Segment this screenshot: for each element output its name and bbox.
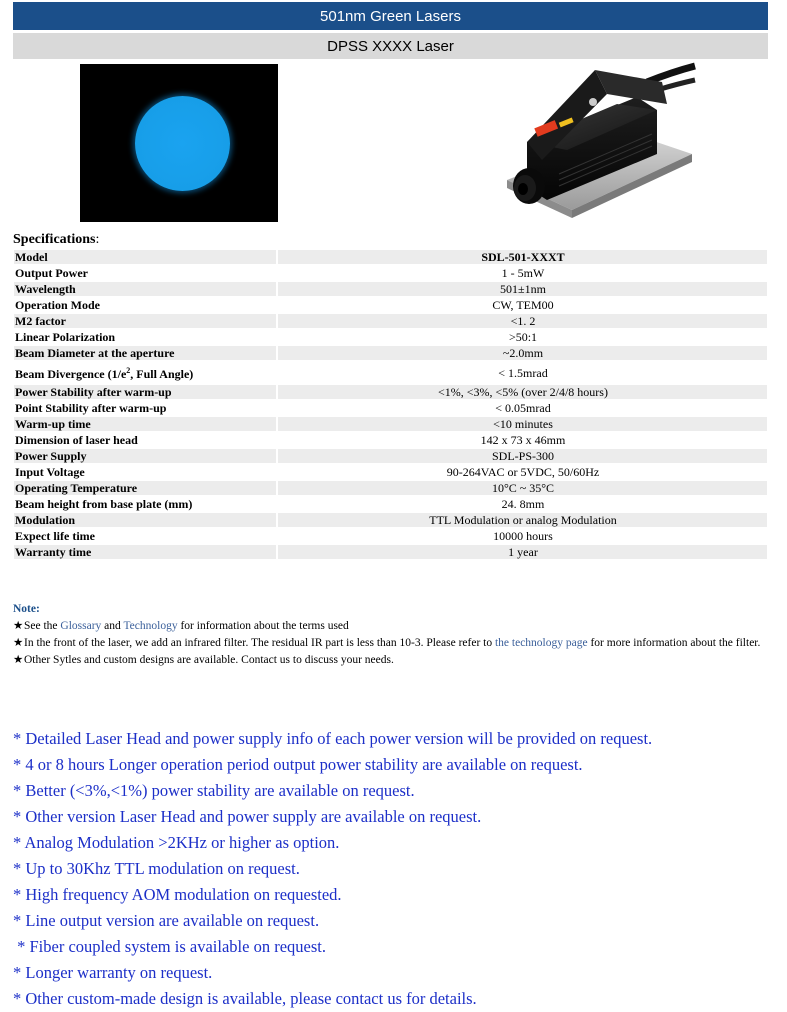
star-icon: ★ — [13, 637, 24, 649]
request-list — [13, 726, 773, 1012]
spec-label: Power Stability after warm-up — [14, 385, 276, 399]
spec-label: Dimension of laser head — [14, 433, 276, 447]
spec-label-part: Beam Divergence (1/e — [15, 367, 127, 381]
note-text — [24, 618, 349, 635]
table-row — [14, 298, 767, 312]
specifications-heading-text: Specifications — [13, 232, 96, 247]
spec-label: Operation Mode — [14, 298, 276, 312]
spec-label-part: , Full Angle) — [130, 367, 194, 381]
specifications-heading-colon: : — [95, 232, 100, 247]
laser-head-image — [497, 62, 697, 222]
table-row — [14, 481, 767, 495]
spec-value: <10 minutes — [278, 417, 767, 431]
table-row — [14, 330, 767, 344]
list-item: * High frequency AOM modulation on requested. — [13, 885, 342, 904]
list-item: * Fiber coupled system is available on request. — [13, 937, 326, 956]
spec-value: 90-264VAC or 5VDC, 50/60Hz — [278, 465, 767, 479]
spec-value: ~2.0mm — [278, 346, 767, 360]
spec-label — [14, 362, 276, 383]
spec-value: < 1.5mrad — [278, 362, 767, 383]
spec-value: >50:1 — [278, 330, 767, 344]
note-text-part: In the front of the laser, we add an infrared filter. The residual IR part is less than 10-3. Please refer to — [24, 637, 495, 649]
spec-label: Warranty time — [14, 545, 276, 559]
spec-value: 142 x 73 x 46mm — [278, 433, 767, 447]
spec-value: 10000 hours — [278, 529, 767, 543]
spec-value: SDL-501-XXXT — [278, 250, 767, 264]
table-row — [14, 346, 767, 360]
beam-spot-image — [80, 64, 278, 222]
specifications-heading — [13, 232, 99, 248]
spec-label: Expect life time — [14, 529, 276, 543]
list-item: * Other version Laser Head and power supply are available on request. — [13, 807, 482, 826]
technology-page-link[interactable]: the technology page — [494, 637, 588, 649]
spec-label: Modulation — [14, 513, 276, 527]
note-line-custom — [13, 652, 768, 669]
list-item: * Up to 30Khz TTL modulation on request. — [13, 859, 300, 878]
glossary-link[interactable]: Glossary — [60, 620, 102, 632]
note-label: Note: — [13, 603, 40, 615]
technology-link[interactable]: Technology — [123, 620, 178, 632]
table-row — [14, 433, 767, 447]
table-row — [14, 497, 767, 511]
spec-value: TTL Modulation or analog Modulation — [278, 513, 767, 527]
beam-spot — [135, 96, 230, 191]
list-item: * Analog Modulation >2KHz or higher as option. — [13, 833, 340, 852]
notes-section — [13, 601, 768, 669]
spec-value: < 0.05mrad — [278, 401, 767, 415]
table-row — [14, 282, 767, 296]
table-row — [14, 314, 767, 328]
table-row — [14, 417, 767, 431]
spec-label: Wavelength — [14, 282, 276, 296]
specifications-table — [12, 248, 769, 561]
spec-value: <1%, <3%, <5% (over 2/4/8 hours) — [278, 385, 767, 399]
note-line-filter — [13, 635, 768, 652]
spec-value: 1 year — [278, 545, 767, 559]
table-row — [14, 449, 767, 463]
spec-label: Beam Diameter at the aperture — [14, 346, 276, 360]
star-icon: ★ — [13, 620, 24, 632]
note-text: Other Sytles and custom designs are available. Contact us to discuss your needs. — [24, 654, 394, 666]
spec-value: <1. 2 — [278, 314, 767, 328]
list-item: * Line output version are available on request. — [13, 911, 320, 930]
list-item: * Detailed Laser Head and power supply info of each power version will be provided on request. — [13, 729, 653, 748]
list-item: * 4 or 8 hours Longer operation period output power stability are available on request. — [13, 755, 583, 774]
spec-label: M2 factor — [14, 314, 276, 328]
spec-label: Output Power — [14, 266, 276, 280]
table-row — [14, 401, 767, 415]
table-row — [14, 513, 767, 527]
note-text-part: for more information about the filter. — [587, 637, 761, 649]
page-title: 501nm Green Lasers — [320, 7, 461, 25]
spec-value: SDL-PS-300 — [278, 449, 767, 463]
list-item: * Longer warranty on request. — [13, 963, 213, 982]
spec-label: Input Voltage — [14, 465, 276, 479]
table-row — [14, 529, 767, 543]
note-text — [24, 635, 760, 652]
spec-label: Point Stability after warm-up — [14, 401, 276, 415]
spec-value: 10°C ~ 35°C — [278, 481, 767, 495]
list-item: * Other custom-made design is available, please contact us for details. — [13, 989, 477, 1008]
star-icon: ★ — [13, 654, 24, 666]
note-line-glossary — [13, 618, 768, 635]
page-title-bar — [13, 2, 768, 30]
spec-label-superscript: 2 — [126, 366, 131, 375]
note-text-part: and — [101, 620, 124, 632]
note-text-part: for information about the terms used — [177, 620, 349, 632]
table-row — [14, 362, 767, 383]
spec-value: CW, TEM00 — [278, 298, 767, 312]
spec-label: Linear Polarization — [14, 330, 276, 344]
table-row — [14, 545, 767, 559]
spec-value: 1 - 5mW — [278, 266, 767, 280]
spec-value: 24. 8mm — [278, 497, 767, 511]
spec-label: Model — [14, 250, 276, 264]
page-subtitle: DPSS XXXX Laser — [327, 37, 454, 55]
spec-label: Warm-up time — [14, 417, 276, 431]
table-row — [14, 385, 767, 399]
table-row — [14, 266, 767, 280]
list-item: * Better (<3%,<1%) power stability are available on request. — [13, 781, 415, 800]
spec-label: Beam height from base plate (mm) — [14, 497, 276, 511]
spec-value: 501±1nm — [278, 282, 767, 296]
spec-label: Power Supply — [14, 449, 276, 463]
page-subtitle-bar — [13, 33, 768, 59]
note-text-part: See the — [24, 620, 61, 632]
table-row — [14, 465, 767, 479]
spec-label: Operating Temperature — [14, 481, 276, 495]
table-row — [14, 250, 767, 264]
